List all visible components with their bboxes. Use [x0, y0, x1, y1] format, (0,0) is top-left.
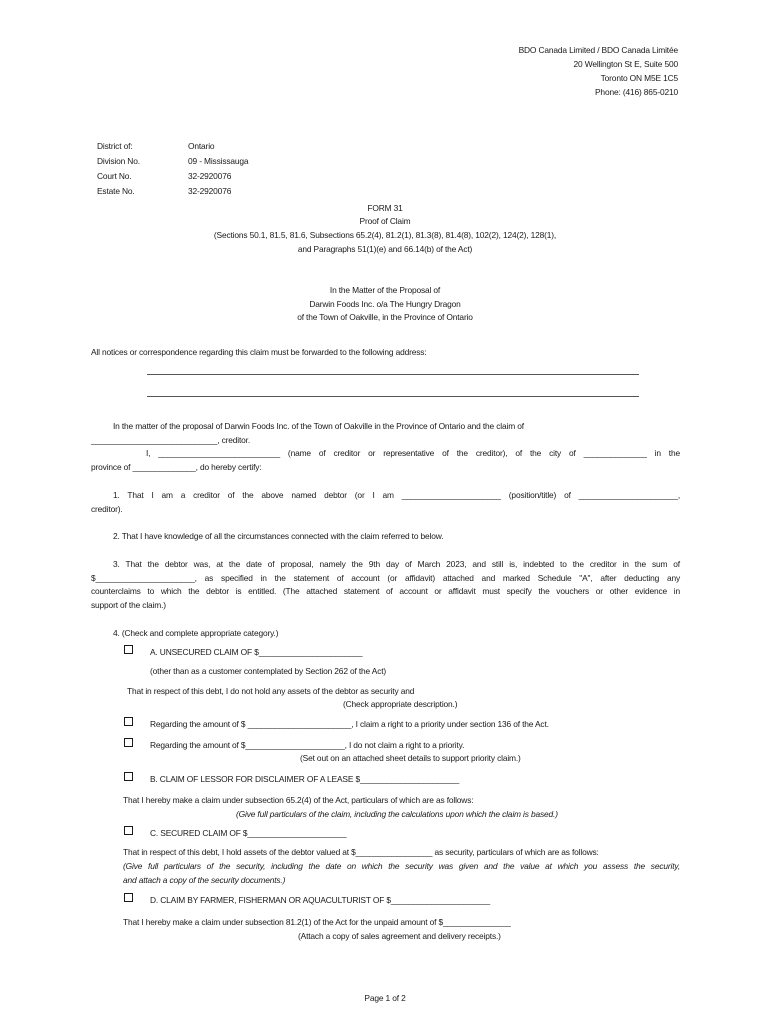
- division-value: 09 - Mississauga: [188, 156, 249, 166]
- checkbox-no-priority-claim[interactable]: [124, 738, 133, 747]
- page-number: Page 1 of 2: [364, 993, 406, 1003]
- court-label: Court No.: [97, 171, 132, 181]
- form-title: FORM 31: [367, 203, 403, 213]
- category-b-line-2: (Give full particulars of the claim, including the calculations upon which the claim is based.): [236, 809, 558, 819]
- address-line-1: BDO Canada Limited / BDO Canada Limitée: [518, 45, 678, 55]
- para-1-line-2: creditor).: [91, 504, 123, 514]
- matter-line-3: of the Town of Oakville, in the Province of Ontario: [297, 312, 473, 322]
- para-1-line-1: 1. That I am a creditor of the above named debtor (or I am ______________________ (position/title) of ______________________,: [113, 490, 680, 500]
- address-line-3: Toronto ON M5E 1C5: [600, 73, 678, 83]
- intro-line-2: ____________________________, creditor.: [91, 435, 251, 445]
- category-c-line-3: and attach a copy of the security documents.): [123, 875, 286, 885]
- matter-line-2: Darwin Foods Inc. o/a The Hungry Dragon: [309, 299, 461, 309]
- category-d-label: D. CLAIM BY FARMER, FISHERMAN OR AQUACULTURIST OF $______________________: [150, 895, 491, 905]
- category-a-note: (other than as a customer contemplated by Section 262 of the Act): [150, 666, 387, 676]
- category-c-line-1: That in respect of this debt, I hold assets of the debtor valued at $_________________ as security, particulars of which are as follows:: [123, 847, 599, 857]
- para-3-line-3: counterclaims to which the debtor is entitled. (The attached statement of account or affidavit must specify the vouchers or other evidence in: [91, 586, 680, 596]
- checkbox-category-b[interactable]: [124, 772, 133, 781]
- category-a-label: A. UNSECURED CLAIM OF $_______________________: [150, 647, 363, 657]
- address-blank-line-1[interactable]: [147, 374, 639, 375]
- court-value: 32-2920076: [188, 171, 232, 181]
- para-3-line-4: support of the claim.): [91, 600, 166, 610]
- intro-line-3: I, ___________________________ (name of creditor or representative of the creditor), of the city of ______________ in the: [146, 448, 680, 458]
- intro-line-4: province of ______________, do hereby certify:: [91, 462, 262, 472]
- district-value: Ontario: [188, 141, 215, 151]
- address-phone: Phone: (416) 865-0210: [595, 87, 678, 97]
- checkbox-priority-claim[interactable]: [124, 717, 133, 726]
- checkbox-category-a[interactable]: [124, 645, 133, 654]
- category-a-option-2-note: (Set out on an attached sheet details to support priority claim.): [300, 753, 521, 763]
- district-label: District of:: [97, 141, 133, 151]
- para-3-line-2: $______________________, as specified in the statement of account (or affidavit) attached and marked Schedule "A", after deducting any: [91, 573, 680, 583]
- category-c-line-2: (Give full particulars of the security, including the date on which the security was given and the value at which you assess the security,: [123, 861, 680, 871]
- form-subtitle: Proof of Claim: [359, 216, 411, 226]
- intro-line-1: In the matter of the proposal of Darwin Foods Inc. of the Town of Oakville in the Province of Ontario and the claim of: [113, 421, 524, 431]
- estate-label: Estate No.: [97, 186, 135, 196]
- form-sections-2: and Paragraphs 51(1)(e) and 66.14(b) of the Act): [297, 244, 473, 254]
- division-label: Division No.: [97, 156, 140, 166]
- estate-value: 32-2920076: [188, 186, 232, 196]
- checkbox-category-c[interactable]: [124, 826, 133, 835]
- matter-line-1: In the Matter of the Proposal of: [329, 285, 441, 295]
- para-2: 2. That I have knowledge of all the circumstances connected with the claim referred to below.: [113, 531, 444, 541]
- para-4: 4. (Check and complete appropriate category.): [113, 628, 279, 638]
- form-sections-1: (Sections 50.1, 81.5, 81.6, Subsections 65.2(4), 81.2(1), 81.3(8), 81.4(8), 102(2), 124(2), 128(1),: [213, 230, 557, 240]
- category-c-label: C. SECURED CLAIM OF $______________________: [150, 828, 347, 838]
- checkbox-category-d[interactable]: [124, 893, 133, 902]
- para-3-line-1: 3. That the debtor was, at the date of proposal, namely the 9th day of March 2023, and still is, indebted to the creditor in the sum of: [113, 559, 680, 569]
- address-line-2: 20 Wellington St E, Suite 500: [573, 59, 678, 69]
- notices-text: All notices or correspondence regarding this claim must be forwarded to the following address:: [91, 347, 427, 357]
- category-d-line-1: That I hereby make a claim under subsection 81.2(1) of the Act for the unpaid amount of $_______________: [123, 917, 511, 927]
- category-b-line-1: That I hereby make a claim under subsection 65.2(4) of the Act, particulars of which are as follows:: [123, 795, 474, 805]
- category-b-label: B. CLAIM OF LESSOR FOR DISCLAIMER OF A LEASE $______________________: [150, 774, 460, 784]
- category-a-option-1: Regarding the amount of $ _______________________, I claim a right to a priority under section 136 of the Act.: [150, 719, 549, 729]
- category-a-option-2: Regarding the amount of $______________________, I do not claim a right to a priority.: [150, 740, 465, 750]
- category-a-check-note: (Check appropriate description.): [343, 699, 458, 709]
- address-blank-line-2[interactable]: [147, 396, 639, 397]
- category-d-line-2: (Attach a copy of sales agreement and delivery receipts.): [298, 931, 501, 941]
- category-a-respect: That in respect of this debt, I do not hold any assets of the debtor as security and: [127, 686, 415, 696]
